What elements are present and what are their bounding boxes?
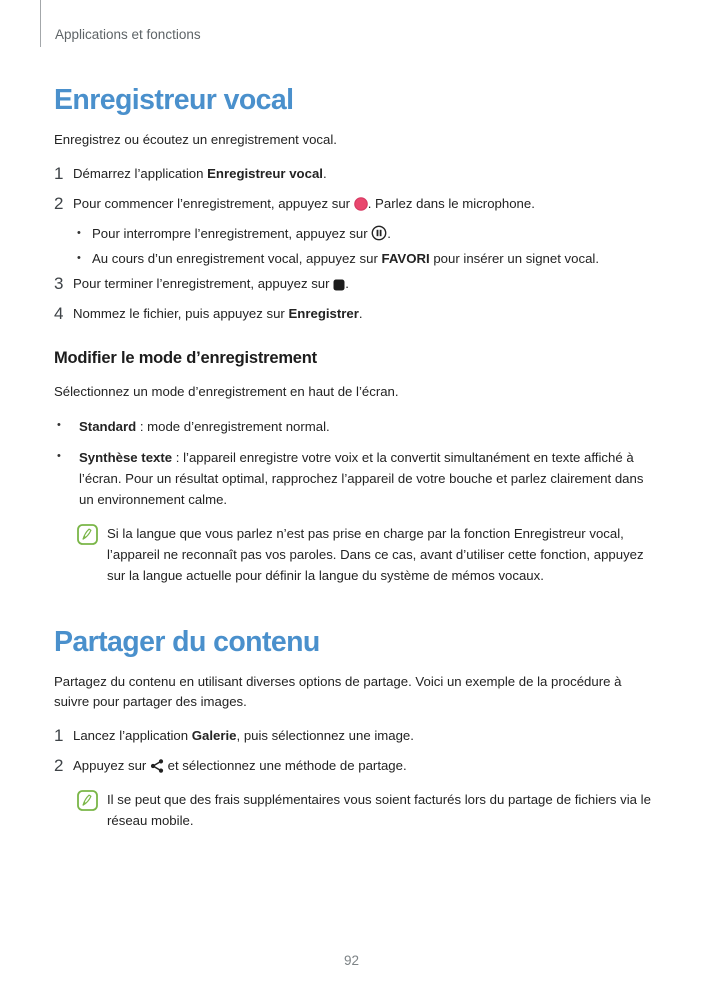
- section-partager-du-contenu: [54, 626, 657, 831]
- note-text: [107, 523, 657, 586]
- paragraph: [54, 672, 657, 712]
- paragraph: [54, 130, 657, 150]
- step-number: 2: [54, 194, 64, 213]
- bold-text: Galerie: [191, 728, 237, 743]
- step-text: [73, 194, 535, 214]
- text: Nommez le fichier, puis appuyez sur: [73, 306, 289, 321]
- note-icon: [77, 790, 98, 831]
- text: : mode d’enregistrement normal.: [136, 419, 330, 434]
- share-icon: [150, 759, 164, 773]
- text: Au cours d’un enregistrement vocal, appuyez sur: [92, 251, 382, 266]
- note-text: [107, 789, 657, 831]
- bold-text: Standard: [79, 419, 137, 434]
- bold-text: Enregistrer: [288, 306, 359, 321]
- text: Enregistrez ou écoutez un enregistrement vocal.: [54, 132, 337, 147]
- step-number: 1: [54, 726, 64, 745]
- bullet-text: [79, 447, 657, 510]
- step-item: [54, 756, 657, 776]
- header-rule: [40, 0, 41, 47]
- text: Sélectionnez un mode d’enregistrement en haut de l’écran.: [54, 384, 399, 399]
- bullet-text: [92, 224, 391, 244]
- bullet-dot: •: [77, 252, 81, 264]
- step-text: [73, 756, 407, 776]
- bold-text: Enregistreur vocal: [207, 166, 323, 181]
- sub-bullet-item: [77, 249, 657, 269]
- text: .: [387, 226, 391, 241]
- step-text: [73, 726, 414, 746]
- text: Appuyez sur: [73, 758, 150, 773]
- step-item: [54, 304, 657, 324]
- bold-text: FAVORI: [381, 251, 430, 266]
- step-text: [73, 164, 327, 184]
- record-icon: [354, 197, 368, 211]
- step-item: [54, 164, 657, 184]
- bullet-dot: •: [57, 450, 61, 462]
- text: Pour terminer l’enregistrement, appuyez sur: [73, 276, 334, 291]
- sub-bullet-item: [77, 224, 657, 244]
- bullet-item: [57, 447, 657, 510]
- section-title: Partager du contenu: [54, 626, 320, 658]
- step-item: [54, 194, 657, 214]
- text: . Parlez dans le microphone.: [367, 196, 535, 211]
- step-text: [73, 304, 363, 324]
- bullet-text: [92, 249, 599, 269]
- subsection-title: Modifier le mode d’enregistrement: [54, 349, 317, 367]
- text: Partagez du contenu en utilisant diverses options de partage. Voici un exemple de la procédure à suivre pour partager des images.: [54, 674, 622, 709]
- section-title: Enregistreur vocal: [54, 84, 294, 116]
- pause-icon: [371, 225, 387, 241]
- page-content: [54, 84, 657, 871]
- section-enregistreur-vocal: [54, 84, 657, 586]
- step-item: [54, 274, 657, 294]
- bullet-item: [57, 416, 657, 437]
- bold-text: Synthèse texte: [79, 450, 173, 465]
- text: .: [358, 306, 363, 321]
- text: .: [322, 166, 327, 181]
- text: et sélectionnez une méthode de partage.: [163, 758, 407, 773]
- text: Lancez l’application: [73, 728, 192, 743]
- text: Pour commencer l’enregistrement, appuyez sur: [73, 196, 354, 211]
- step-item: [54, 726, 657, 746]
- chapter-header: Applications et fonctions: [55, 27, 201, 42]
- step-number: 3: [54, 274, 64, 293]
- text: Si la langue que vous parlez n’est pas prise en charge par la fonction Enregistreur vocal, l’appareil ne reconnaît pas vos paroles. Dans ce cas, avant d’utiliser cette fonction, appuyez sur la langue actuelle pour définir la langue du système de mémos vocaux.: [107, 526, 644, 583]
- note-block: [77, 789, 657, 831]
- note-block: [77, 523, 657, 586]
- note-icon: [77, 524, 98, 586]
- step-number: 2: [54, 756, 64, 775]
- stop-icon: [333, 279, 345, 291]
- text: : l’appareil enregistre votre voix et la convertit simultanément en texte affiché à l’écran. Pour un résultat optimal, rapprochez l’appareil de votre bouche et parlez clairement dans un environnement calme.: [79, 450, 644, 507]
- bullet-dot: •: [57, 419, 61, 431]
- text: .: [345, 276, 349, 291]
- text: , puis sélectionnez une image.: [236, 728, 414, 743]
- step-number: 1: [54, 164, 64, 183]
- text: Pour interrompre l’enregistrement, appuyez sur: [92, 226, 372, 241]
- bullet-text: [79, 416, 330, 437]
- text: Démarrez l’application: [73, 166, 208, 181]
- text: pour insérer un signet vocal.: [429, 251, 600, 266]
- step-text: [73, 274, 349, 294]
- step-number: 4: [54, 304, 64, 323]
- page-number: 92: [343, 953, 360, 968]
- paragraph: [54, 382, 657, 402]
- text: Il se peut que des frais supplémentaires vous soient facturés lors du partage de fichiers via le réseau mobile.: [107, 792, 651, 828]
- bullet-dot: •: [77, 227, 81, 239]
